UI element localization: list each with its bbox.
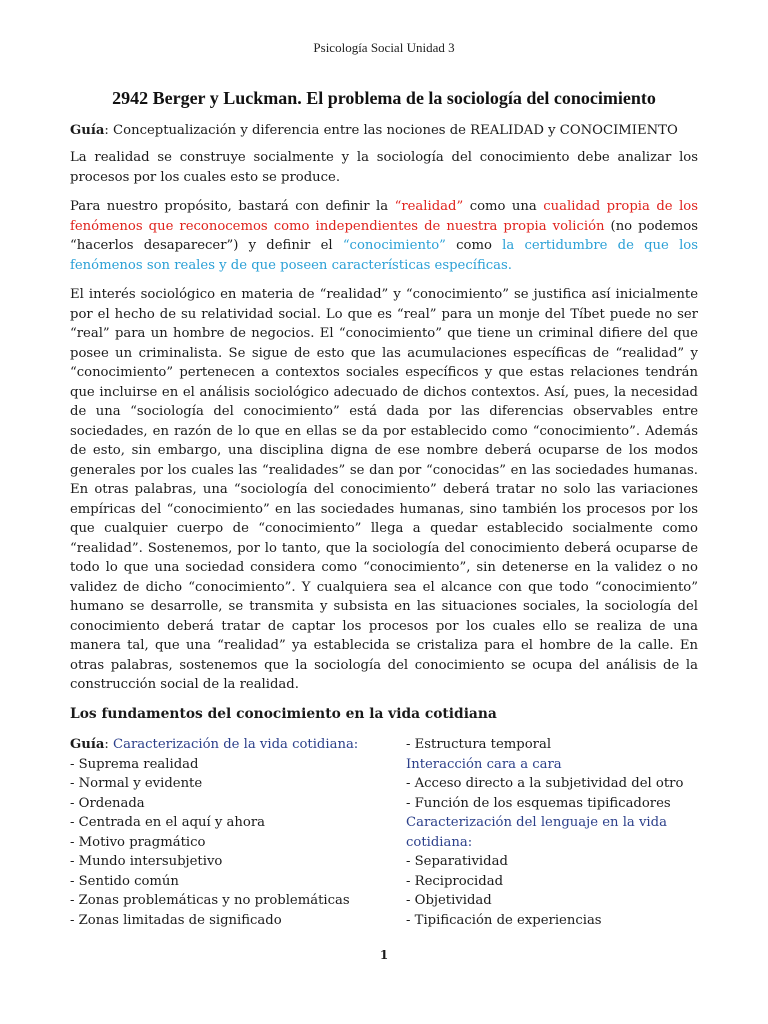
list-item: - Centrada en el aquí y ahora (70, 815, 266, 830)
list-item: - Suprema realidad (70, 756, 199, 772)
guia2-heading: Caracterización de la vida cotidiana: (113, 737, 359, 752)
para2-conocimiento-definition: la certidumbre de que los fenómenos son reales y de que poseen características específicas. (70, 238, 699, 273)
title-bold-part: 2942 Berger y Luckman (112, 88, 298, 108)
list-item: - Zonas problemáticas y no problemáticas (70, 893, 350, 908)
list-item: - Sentido común (70, 873, 179, 889)
list-item: - Zonas limitadas de significado (70, 912, 282, 928)
section-title: Los fundamentos del conocimiento en la vida cotidiana (70, 706, 497, 722)
list-item: - Función de los esquemas tipificadores (406, 795, 671, 811)
list-item: - Acceso directo a la subjetividad del otro (406, 776, 684, 791)
title-rest: . El problema de la sociología del conocimiento (297, 88, 656, 108)
paragraph-realidad: La realidad se construye socialmente y la sociología del conocimiento debe analizar los procesos por los cuales esto se produce. (70, 150, 698, 185)
list-item: - Ordenada (70, 795, 145, 811)
left-column (70, 735, 358, 930)
para2-text-5: (no podemos “hacerlos desaparecer”) y definir el (70, 218, 698, 253)
list-item: - Motivo pragmático (70, 834, 206, 850)
para2-text-7: como (445, 238, 503, 253)
list-item: - Normal y evidente (70, 776, 203, 791)
guia-vida-cotidiana: Guía: Caracterización de la vida cotidiana: (70, 737, 359, 752)
heading-lenguaje-cont: cotidiana: (406, 834, 473, 850)
list-item: - Reciprocidad (406, 873, 504, 889)
document-title (70, 88, 698, 109)
para2-text-3: como una (463, 199, 544, 214)
para2-realidad-term: “realidad” (394, 199, 464, 214)
list-item: - Tipificación de experiencias (406, 912, 602, 928)
heading-lenguaje (406, 813, 683, 833)
page-number: 1 (379, 948, 389, 962)
right-column (406, 735, 683, 930)
guia2-label: Guía (70, 737, 105, 752)
paragraph-interes-sociologico: El interés sociológico en materia de “realidad” y “conocimiento” se justifica así inicialmente por el hecho de su relatividad social. Lo que es “real” para un monje del Tíbet puede no ser “real” para un hombre de negocios. El “conocimiento” que tiene un criminal difiere del que posee un criminalista. Se sigue de esto que las acumulaciones específicas de “realidad” y “conocimiento” pertenecen a contextos sociales específicos y que estas relaciones tendrán que incluirse en el análisis sociológico adecuado de dichos contextos. Así, pues, la necesidad de una “sociología del conocimiento” está dada por las diferencias observables entre sociedades, en razón de lo que en ellas se da por establecido como “conocimiento”. Además de esto, sin embargo, una disciplina digna de ese nombre deberá ocuparse de los modos generales por los cuales las “realidades” se dan por “conocidas” en las sociedades humanas. En otras palabras, una “sociología del conocimiento” deberá tratar no solo las variaciones empíricas del “conocimiento” en las sociedades humanas, sino también los procesos por los que cualquier cuerpo de “conocimiento” llega a quedar establecido socialmente como “realidad”. Sostenemos, por lo tanto, que la sociología del conocimiento deberá ocuparse de todo lo que una sociedad considera como “conocimiento”, sin detenerse en la validez o no validez de dicho “conocimiento”. Y cualquiera sea el alcance con que todo “conocimiento” humano se desarrolle, se transmita y subsista en las situaciones sociales, la sociología del conocimiento deberá tratar de captar los procesos por los cuales ello se realiza de una manera tal, que una “realidad” ya establecida se cristaliza para el hombre de la calle. En otras palabras, sostenemos que la sociología del conocimiento se ocupa del análisis de la construcción social de la realidad. (70, 287, 698, 692)
heading-interaccion: Interacción cara a cara (406, 756, 562, 772)
guia-conceptualizacion (70, 121, 710, 141)
paragraph-definiciones (70, 197, 698, 275)
guia-text: : Conceptualización y diferencia entre las nociones de REALIDAD y CONOCIMIENTO (104, 123, 678, 138)
heading-lenguaje-line1: Caracterización del lenguaje en la vida (406, 815, 667, 830)
list-item: - Mundo intersubjetivo (70, 854, 223, 869)
para2-conocimiento-term: “conocimiento” (342, 238, 446, 253)
para2-text-1: Para nuestro propósito, bastará con definir la (70, 199, 395, 214)
page-header: Psicología Social Unidad 3 (313, 40, 455, 55)
list-item: - Separatividad (406, 854, 508, 869)
guia-label: Guía (70, 123, 105, 138)
para2-realidad-definition: cualidad propia de los fenómenos que reconocemos como independientes de nuestra propia volición (70, 199, 698, 234)
list-item: - Objetividad (406, 893, 492, 908)
list-item: - Estructura temporal (406, 737, 552, 752)
